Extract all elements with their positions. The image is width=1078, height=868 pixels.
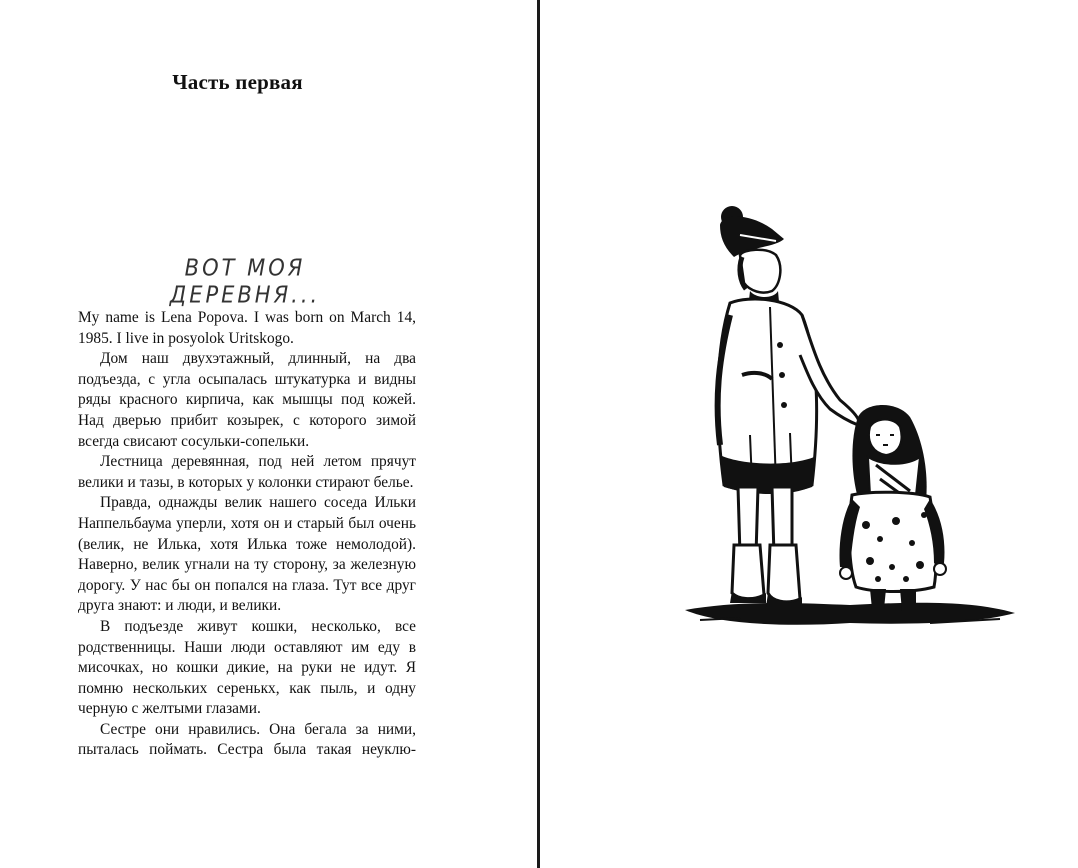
- body-text: [78, 308, 416, 761]
- ink-drawing-two-girls: [680, 195, 1020, 645]
- chapter-title: ВОТ МОЯ ДЕРЕВНЯ...: [169, 254, 321, 308]
- paragraph: Сестре они нравились. Она бегала за ними, пыталась поймать. Сестра была такая неуклю-: [78, 720, 416, 759]
- right-page: [540, 0, 1078, 868]
- paragraph: Правда, однажды велик нашего соседа Ильки Наппельбаума уперли, хотя он и старый был очень (велик, не Илька, хотя Илька тоже немолодой). Наверно, велик угнали на ту сторону, за железную дорогу. У нас бы он попался на глаза. Тут все друг друга знают: и люди, и велики.: [78, 494, 416, 615]
- part-title: Часть первая: [172, 70, 303, 94]
- paragraph: Лестница деревянная, под ней летом прячут велики и тазы, в которых у колонки стирают белье.: [78, 453, 416, 491]
- left-page: [0, 0, 537, 868]
- paragraph: Дом наш двухэтажный, длинный, на два подъезда, с угла осыпалась штукатурка и видны ряды красного кирпича, как мышцы под кожей. Над дверью прибит козырек, с которого зимой всегда свисают сосульки-сопельки.: [78, 350, 416, 450]
- paragraph: В подъезде живут кошки, несколько, все родственницы. Наши люди оставляют им еду в мисочках, но кошки дикие, на руки не идут. Я помню нескольких серенькх, как пыль, и одну черную с желтыми глазами.: [78, 617, 416, 718]
- paragraph: My name is Lena Popova. I was born on March 14, 1985. I live in posyolok Uritskogo.: [78, 309, 416, 347]
